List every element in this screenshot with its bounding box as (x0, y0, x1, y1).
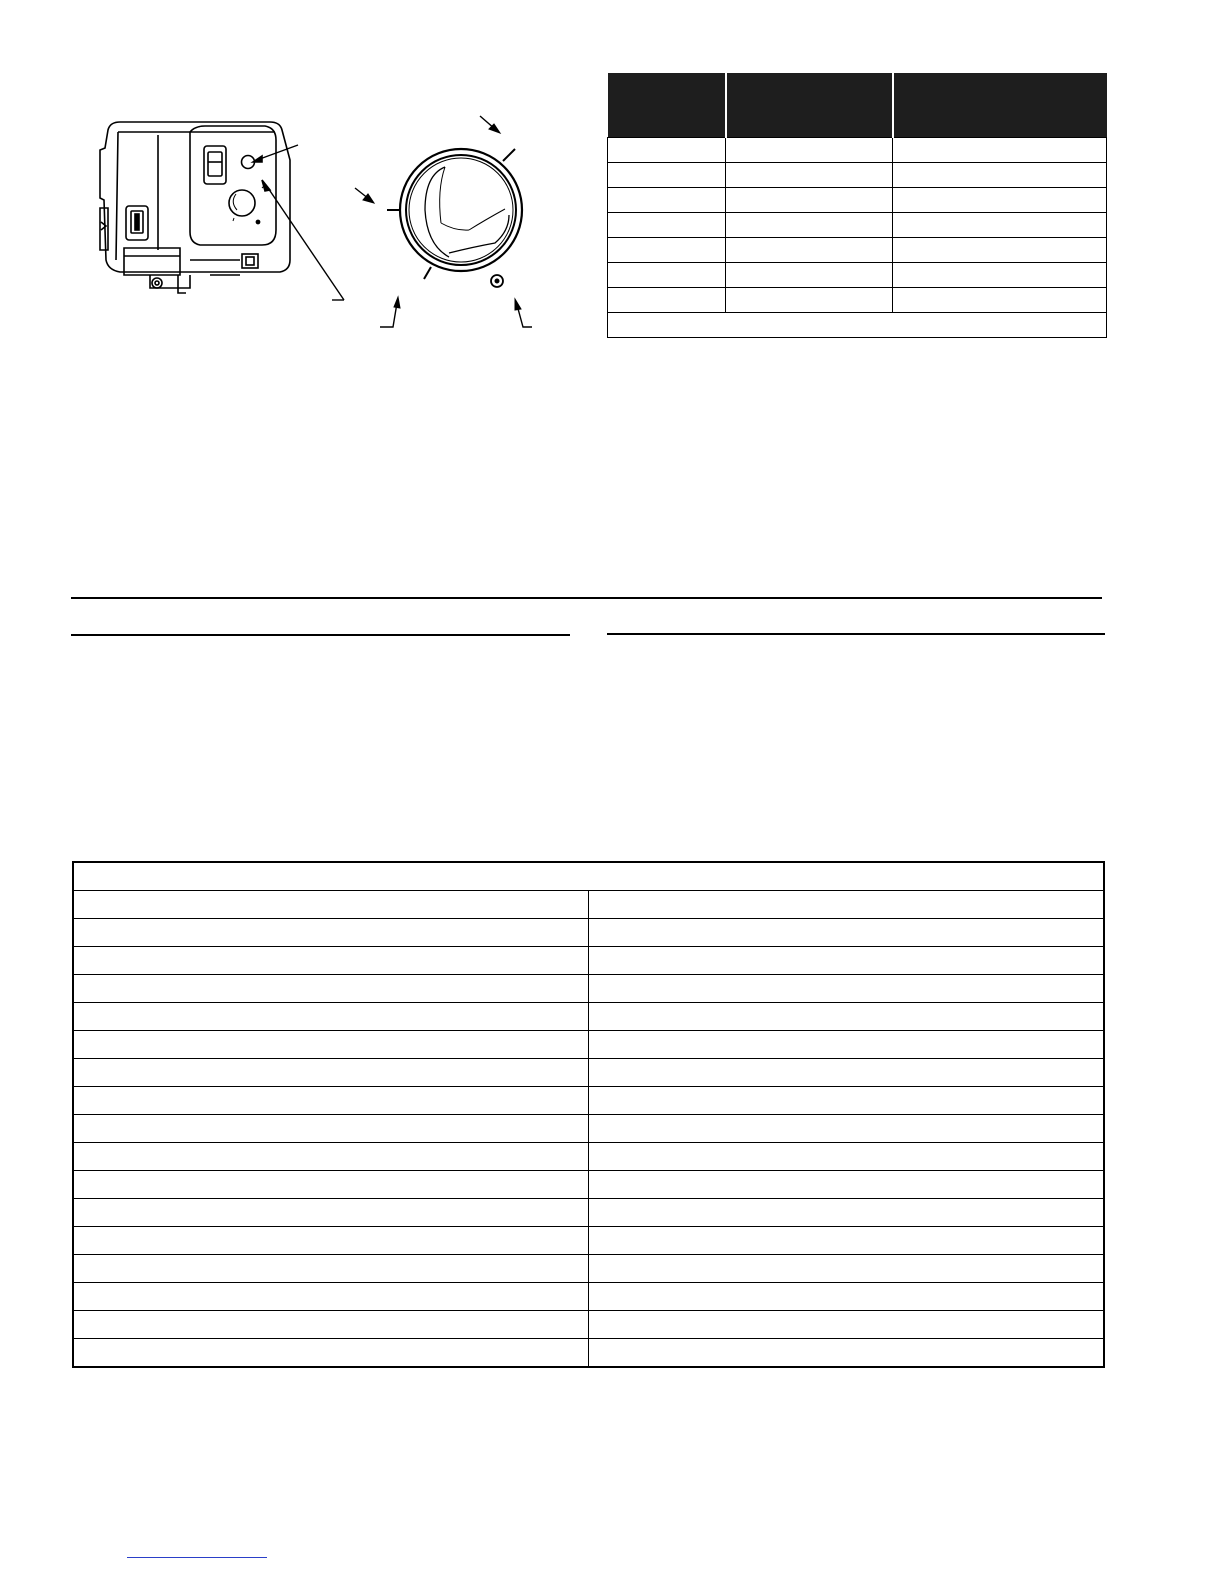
table-row (608, 163, 1107, 188)
table-cell (589, 919, 1105, 947)
table-cell (589, 1031, 1105, 1059)
table-cell (589, 947, 1105, 975)
table-cell (608, 238, 726, 263)
table-row (608, 288, 1107, 313)
top-table (607, 73, 1107, 338)
top-table-header-row (608, 73, 1107, 138)
table-cell (589, 1087, 1105, 1115)
bottom-table-caption-row (73, 862, 1104, 891)
table-cell (608, 288, 726, 313)
table-cell (73, 1339, 589, 1368)
left-column-heading-rule (71, 634, 570, 636)
table-row (73, 1199, 1104, 1227)
table-cell (73, 947, 589, 975)
table-footnote-row (608, 313, 1107, 338)
table-cell (73, 1311, 589, 1339)
table-cell (73, 1059, 589, 1087)
bottom-table (72, 861, 1105, 1368)
table-row (73, 1003, 1104, 1031)
table-cell (893, 138, 1107, 163)
table-cell (73, 1283, 589, 1311)
table-cell (589, 1199, 1105, 1227)
table-row (73, 1339, 1104, 1368)
table-row (73, 1087, 1104, 1115)
table-row (73, 947, 1104, 975)
table-row (73, 1255, 1104, 1283)
table-cell (726, 163, 893, 188)
table-row (73, 1311, 1104, 1339)
table-cell (726, 263, 893, 288)
table-row (73, 1171, 1104, 1199)
table-cell (893, 288, 1107, 313)
table-cell (608, 138, 726, 163)
table-row (608, 263, 1107, 288)
table-row (608, 188, 1107, 213)
table-cell (73, 1255, 589, 1283)
table-cell (589, 975, 1105, 1003)
table-cell (73, 1227, 589, 1255)
table-row (608, 213, 1107, 238)
table-cell (589, 1143, 1105, 1171)
table-row (73, 1227, 1104, 1255)
table-cell (608, 188, 726, 213)
table-row (73, 1115, 1104, 1143)
table-cell (73, 975, 589, 1003)
table-row (73, 1031, 1104, 1059)
table-row (73, 919, 1104, 947)
table-cell (608, 263, 726, 288)
table-cell (589, 1227, 1105, 1255)
table-cell (73, 891, 589, 919)
footer-link[interactable] (127, 1557, 267, 1558)
table-row (73, 891, 1104, 919)
table-cell (73, 1031, 589, 1059)
top-table-header-cell (726, 73, 893, 138)
table-row (73, 975, 1104, 1003)
table-cell (589, 1283, 1105, 1311)
table-cell (73, 1003, 589, 1031)
section-divider (71, 597, 1102, 599)
table-cell (73, 1087, 589, 1115)
table-cell (608, 213, 726, 238)
table-row (73, 1143, 1104, 1171)
top-table-header-cell (608, 73, 726, 138)
table-cell (726, 288, 893, 313)
table-cell (893, 163, 1107, 188)
table-cell (893, 188, 1107, 213)
table-cell (73, 919, 589, 947)
table-cell (893, 263, 1107, 288)
table-cell (73, 1199, 589, 1227)
table-footnote (608, 313, 1107, 338)
table-cell (589, 1171, 1105, 1199)
table-row (73, 1059, 1104, 1087)
bottom-table-caption (73, 862, 1104, 891)
table-cell (608, 163, 726, 188)
table-cell (589, 1339, 1105, 1368)
table-cell (73, 1115, 589, 1143)
table-cell (726, 238, 893, 263)
right-column-heading-rule (607, 633, 1105, 635)
table-cell (589, 1311, 1105, 1339)
table-cell (73, 1143, 589, 1171)
temperature-dial-detail (345, 105, 545, 335)
table-cell (589, 1059, 1105, 1087)
table-cell (589, 1255, 1105, 1283)
table-row (608, 138, 1107, 163)
table-cell (589, 1115, 1105, 1143)
table-cell (589, 891, 1105, 919)
top-table-header-cell (893, 73, 1107, 138)
table-cell (589, 1003, 1105, 1031)
table-row (608, 238, 1107, 263)
table-cell (726, 188, 893, 213)
table-cell (893, 213, 1107, 238)
table-cell (893, 238, 1107, 263)
table-cell (726, 213, 893, 238)
table-row (73, 1283, 1104, 1311)
table-cell (73, 1171, 589, 1199)
table-cell (726, 138, 893, 163)
